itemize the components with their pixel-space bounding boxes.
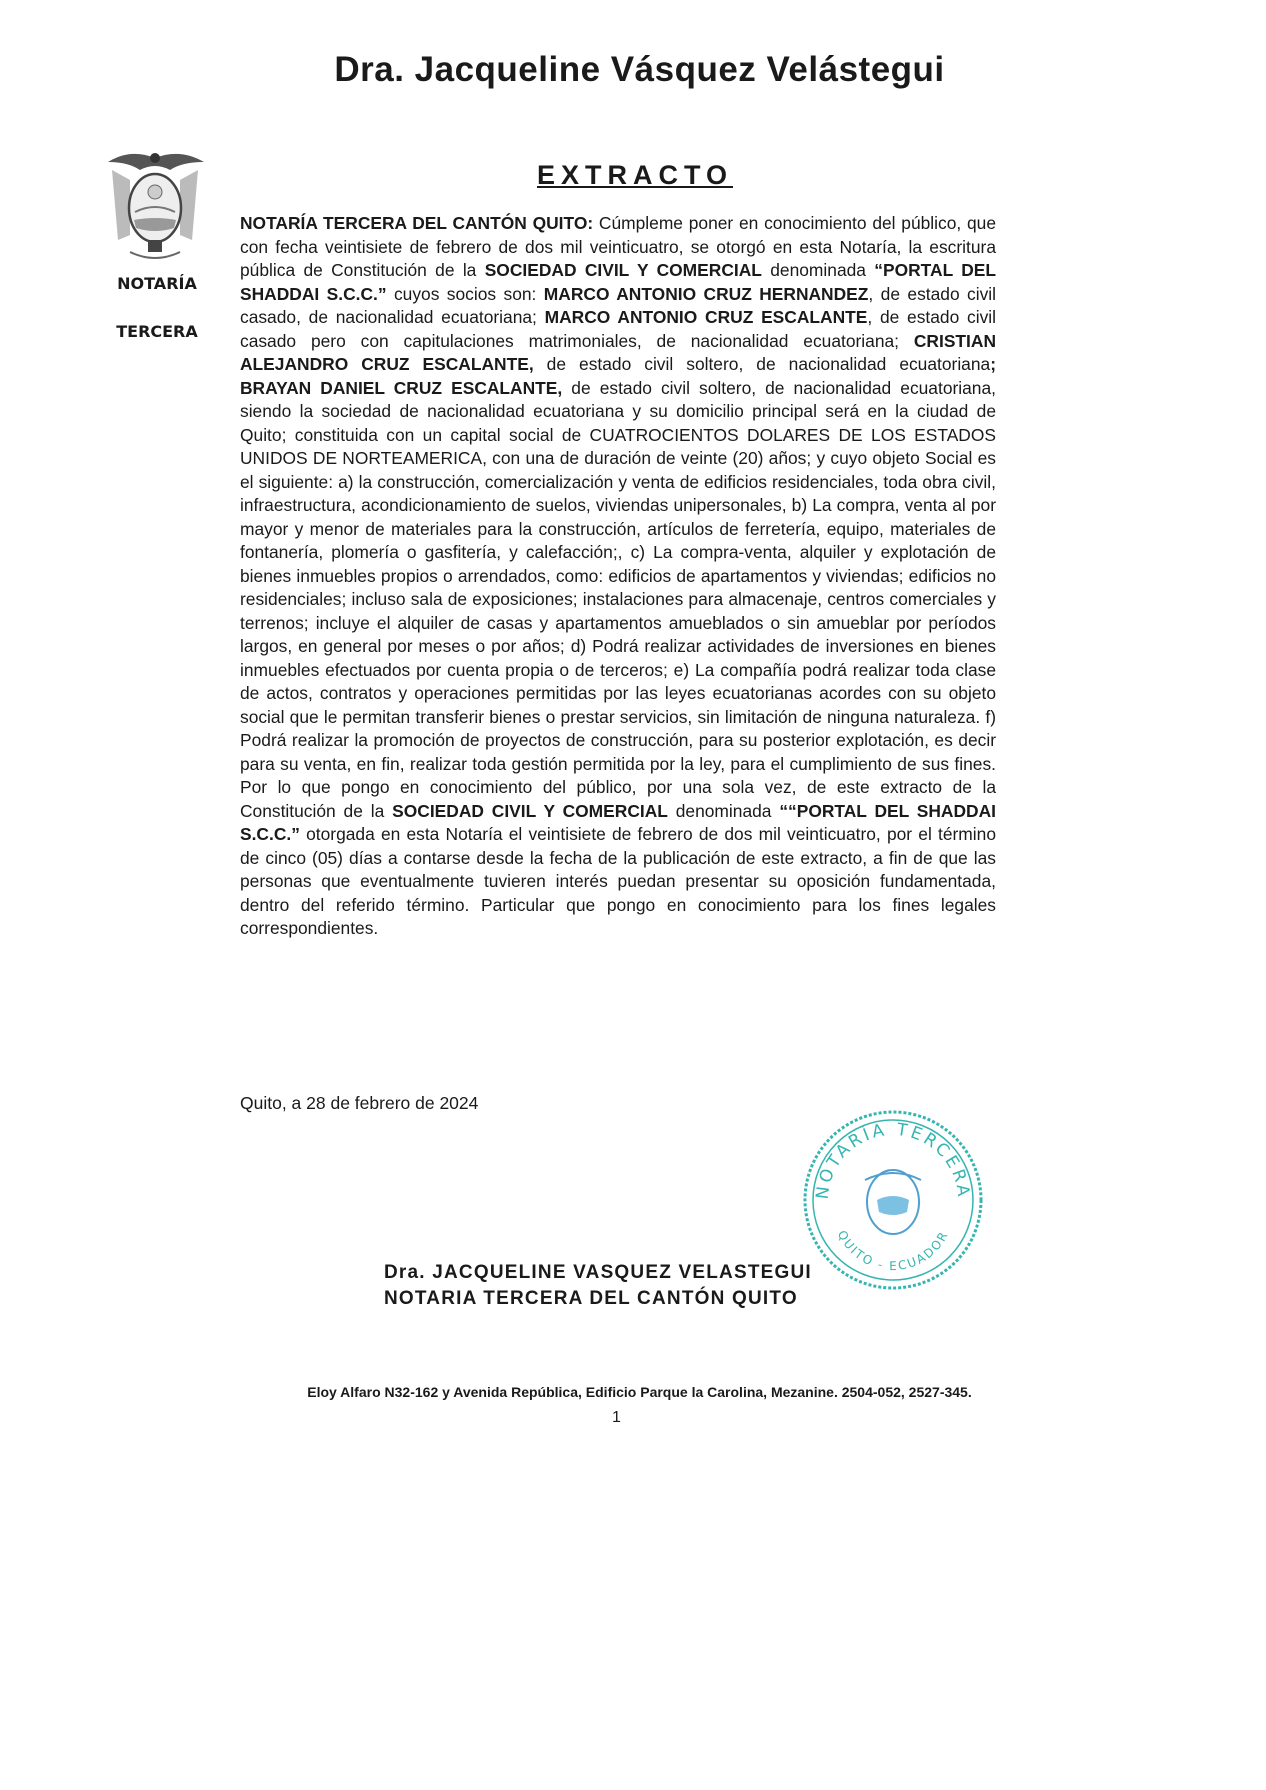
body-text-run: denominada <box>667 800 780 821</box>
sidebar-label-notaria: NOTARÍA <box>117 274 197 293</box>
page-number: 1 <box>612 1409 621 1426</box>
body-text-run: , de estado civil casado pero con capitulaciones matrimoniales, de nacionalidad ecuatoriana; <box>240 307 996 351</box>
svg-text:NOTARÍA TERCERA <box>813 1120 974 1201</box>
footer-address: Eloy Alfaro N32-162 y Avenida República, Edificio Parque la Carolina, Mezanine. 2504-052, 2527-345. <box>307 1384 972 1400</box>
stamp-top-text: NOTARÍA TERCERA <box>812 1119 974 1201</box>
body-bold-run: NOTARÍA TERCERA DEL CANTÓN QUITO: <box>240 213 594 233</box>
sidebar-label-tercera: TERCERA <box>116 322 198 341</box>
body-text-run: de estado civil soltero, de nacionalidad ecuatoriana <box>533 354 991 374</box>
signature-name: Dra. JACQUELINE VASQUEZ VELASTEGUI <box>384 1262 812 1283</box>
body-text-run: de estado civil soltero, de nacionalidad ecuatoriana, siendo la sociedad de nacionalidad ecuatoriana y su domicilio principal será en la ciudad de Quito; constituida con un capital social de CUATROCIENTOS DOLARES DE LOS ESTADOS UNIDOS DE NORTEAMERICA, con una de duración de veinte (20) años; y cuyo objeto Social es el siguiente: a) la construcción, comercialización y venta de edificios residenciales, toda obra civil, infraestructura, acondicionamiento de suelos, viviendas unipersonales, b) La compra, venta al por mayor y menor de materiales para la construcción, artículos de ferretería, equipo, materiales de fontanería, plomería o gasfitería, y calefacción;, c) La compra-venta, alquiler y explotación de bienes inmuebles propios o arrendados, como: edificios de apartamentos y viviendas; edificios no residenciales; incluso sala de exposiciones; instalaciones para almacenaje, centros comerciales y terrenos; incluye el alquiler de casas y apartamentos amueblados o sin amueblar por períodos largos, en general por meses o por años; d) Podrá realizar actividades de inversiones en bienes inmuebles efectuados por cuenta propia o de terceros; e) La compañía podrá realizar toda clase de actos, contratos y operaciones permitidas por las leyes ecuatorianas acordes con su objeto social que le permitan transferir bienes o prestar servicios, sin limitación de ninguna naturaleza. f) Podrá realizar la promoción de proyectos de construcción, para su posterior explotación, es decir para su venta, en fin, realizar toda gestión permitida por la ley, para el cumplimiento de sus fines. Por lo que pongo en conocimiento del público, por una sola vez, de este extracto de la Constitución de la <box>240 377 996 821</box>
body-bold-run: SOCIEDAD CIVIL Y COMERCIAL <box>484 260 762 280</box>
body-text-run: cuyos socios son: <box>386 283 544 304</box>
body-text-run: otorgada en esta Notaría el veintisiete de febrero de dos mil veinticuatro, por el término de cinco (05) días a contarse desde la fecha de la publicación de este extracto, a fin de que las personas que eventualmente tuvieren interés puedan presentar su oposición fundamentada, dentro del referido término. Particular que pongo en conocimiento para los fines legales correspondientes. <box>240 824 996 938</box>
body-bold-run: MARCO ANTONIO CRUZ ESCALANTE <box>544 307 868 327</box>
body-bold-run: “PORTAL DEL SHADDAI S.C.C.” <box>240 260 996 304</box>
body-bold-run: SOCIEDAD CIVIL Y COMERCIAL <box>392 800 668 821</box>
body-bold-run: ““PORTAL DEL SHADDAI S.C.C.” <box>240 800 996 844</box>
ecuador-coat-of-arms-icon <box>100 140 210 270</box>
extract-body-text <box>240 212 996 941</box>
body-text-run: denominada <box>761 260 875 280</box>
signature-block <box>384 1260 812 1312</box>
notary-stamp-seal <box>793 1100 993 1300</box>
body-bold-run: CRISTIAN ALEJANDRO CRUZ ESCALANTE, <box>240 330 996 374</box>
body-bold-run: MARCO ANTONIO CRUZ HERNANDEZ <box>543 283 869 304</box>
body-bold-run: ; BRAYAN DANIEL CRUZ ESCALANTE, <box>240 354 996 398</box>
document-title: EXTRACTO <box>537 160 734 190</box>
signature-title: NOTARIA TERCERA DEL CANTÓN QUITO <box>384 1288 798 1309</box>
body-text-run: , de estado civil casado, de nacionalidad ecuatoriana; <box>240 283 997 327</box>
notary-header-name: Dra. Jacqueline Vásquez Velástegui <box>334 50 945 89</box>
date-line: Quito, a 28 de febrero de 2024 <box>240 1093 479 1113</box>
stamp-bottom-text: QUITO - ECUADOR <box>834 1228 952 1274</box>
body-text-run: Cúmpleme poner en conocimiento del público, que con fecha veintisiete de febrero de dos mil veinticuatro, se otorgó en esta Notaría, la escritura pública de Constitución de la <box>240 213 997 280</box>
